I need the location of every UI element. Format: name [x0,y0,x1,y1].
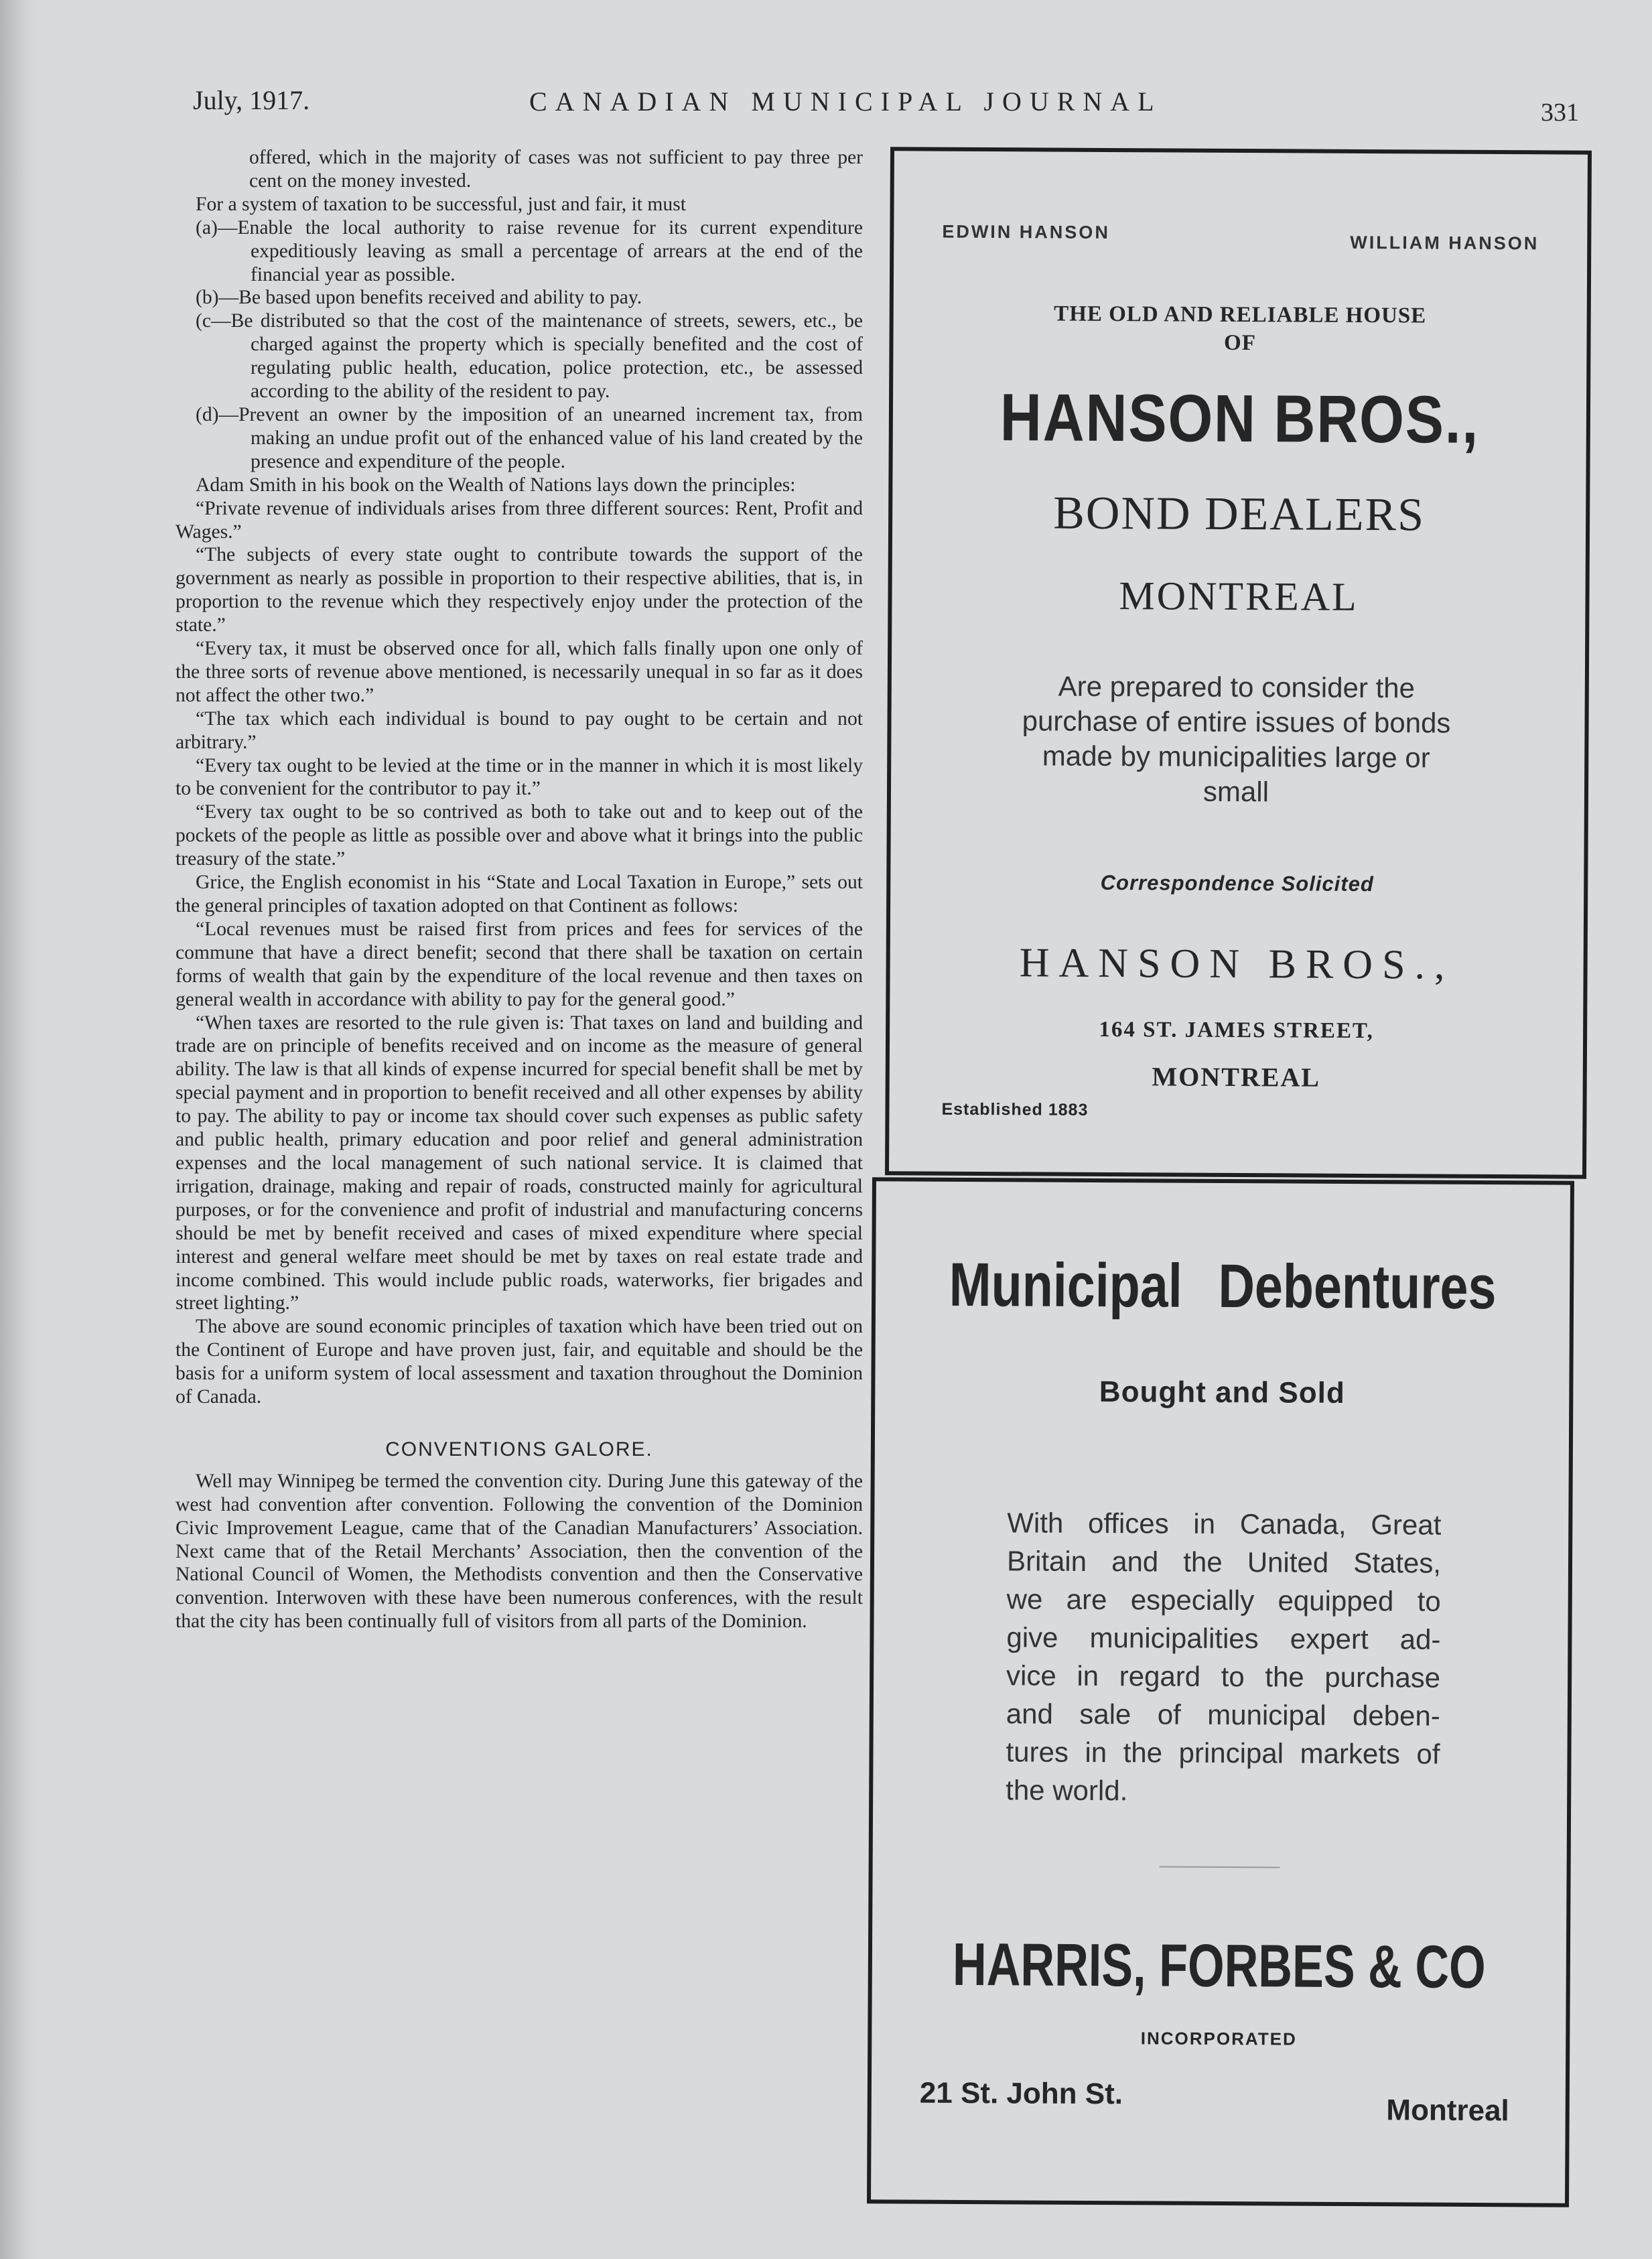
hanson-bros-advertisement [885,147,1592,1178]
article-paragraph: “Every tax ought to be levied at the time or in the manner in which it is most likely to be convenient for the contributor to pay it.” [176,754,863,800]
binding-gutter [0,0,40,2259]
article-paragraph: “Every tax ought to be so contrived as both to take out and to keep out of the pockets of the people as little as possible over and above what it brings into the public treasury of the state.” [176,801,863,870]
body-line: and sale of municipal deben- [1006,1698,1440,1732]
firm-name-repeat: HANSON BROS., [1019,940,1454,988]
article-paragraph: offered, which in the majority of cases was not sufficient to pay three per cent on the money invested. [249,147,863,192]
article-paragraph: “Private revenue of individuals arises from three different sources: Rent, Profit and Wages.” [176,497,863,543]
body-line: give municipalities expert ad- [1006,1621,1441,1655]
established-line: Established 1883 [941,1099,1089,1119]
article-body [176,146,863,1409]
article-paragraph: Adam Smith in his book on the Wealth of Nations lays down the principles: [196,474,796,496]
article-paragraph: “The subjects of every state ought to contribute towards the support of the government as nearly as possible in proportion to their respective abilities, that is, in proportion to the revenue which they respectively enjoy under the protection of the state.” [176,544,863,636]
firm-subtitle: BOND DEALERS [1053,487,1426,541]
ad-title: Municipal Debentures [949,1250,1497,1322]
page-number: 331 [1541,98,1579,127]
body-line: With offices in Canada, Great [1007,1507,1442,1541]
article-paragraph: “When taxes are resorted to the rule given is: That taxes on land and building and trade are on principle of benefits received and on income as the measure of general ability. The law is that all kinds of expense incurred for special benefit shall be met by special payment and in proportion to benefit received and all other expenses by ability to pay. The ability to pay or income tax should cover such expenses as public safety and public health, primary education and poor relief and general administration expenses and the local management of such national service. It is claimed that irrigation, drainage, making and repair of roads, constructed mainly for agricultural purposes, or for the convenience and profit of industrial and manufacturing concerns should be met by benefit received and cases of mixed expenditure where special interest and general welfare meet should be met by taxes on real estate trade and income combined. This would include public roads, waterworks, fier brigades and street lighting.” [176,1012,863,1314]
ad-body-text [1006,1503,1441,1811]
firm-title: HANSON BROS., [1000,380,1480,458]
firm-name: HARRIS, FORBES & CO [952,1931,1486,2002]
body-line: tures in the principal markets of [1006,1736,1440,1770]
partner-name-left: EDWIN HANSON [942,221,1110,243]
body-line: the world. [1006,1774,1128,1807]
article-paragraph: Grice, the English economist in his “State and Local Taxation in Europe,” sets out the general principles of taxation adopted on that Continent as follows: [176,872,863,916]
issue-date: July, 1917. [193,85,310,115]
article-column [176,146,863,1633]
street-address: 21 St. John St. [919,2076,1123,2111]
body-line: we are especially equipped to [1006,1583,1441,1617]
section-paragraph: Well may Winnipeg be termed the convention city. During June this gateway of the west had convention after convention. Following the convention of the Dominion Civic Improvement League, came that of the Canadian Manufacturers’ Association. Next came that of the Retail Merchants’ Association, then the convention of the National Council of Women, the Methodists convention and then the Conservative convention. Interwoven with these have been numerous conferences, with the result that the city has been continually full of visitors from all parts of the Dominion. [176,1470,863,1633]
house-line-of: OF [1223,330,1257,356]
correspondence-line: Correspondence Solicited [1100,870,1374,896]
address-city: Montreal [1386,2094,1509,2128]
body-line: Britain and the United States, [1006,1545,1442,1579]
ad-body-text: Are prepared to consider the purchase of entire issues of bonds made by municipalities large or small [1022,670,1451,808]
article-paragraph: (c—Be distributed so that the cost of the maintenance of streets, sewers, etc., be charged against the property which is specially benefited and the cost of regulating public health, education, police protection, etc., be assessed according to the ability of the resident to pay. [196,310,863,403]
separator-line [1160,1866,1280,1868]
article-paragraph: The above are sound economic principles of taxation which have been tried out on the Continent of Europe and have proven just, fair, and equitable and should be the basis for a uniform system of local assessment and taxation throughout the Dominion of Canada. [176,1316,863,1408]
incorporated-label: INCORPORATED [1140,2028,1297,2049]
article-paragraph: “Every tax, it must be observed once for all, which falls finally upon one only of the three sorts of revenue above mentioned, is necessarily unequal in so far as it does not affect the other two.” [176,638,863,706]
article-paragraph: “Local revenues must be raised first from prices and fees for services of the commune that have a direct benefit; second that there shall be taxation on certain forms of wealth that gain by the expenditure of the local revenue and then taxes on general wealth in accordance with ability to pay for the general good.” [176,918,863,1010]
house-line: THE OLD AND RELIABLE HOUSE [1054,301,1427,328]
harris-forbes-advertisement [867,1177,1574,2207]
article-paragraph: “The tax which each individual is bound to pay ought to be certain and not arbitrary.” [176,707,863,753]
article-paragraph: (d)—Prevent an owner by the imposition of an unearned increment tax, from making an undue profit out of the enhanced value of his land created by the presence and expenditure of the people. [196,403,863,472]
street-address: 164 ST. JAMES STREET, [1099,1017,1374,1044]
section-heading: CONVENTIONS GALORE. [385,1438,653,1460]
article-paragraph: (b)—Be based upon benefits received and ability to pay. [196,287,642,309]
firm-city: MONTREAL [1119,573,1359,619]
page-header [0,79,1652,133]
address-city: MONTREAL [1152,1061,1321,1093]
article-paragraph: (a)—Enable the local authority to raise revenue for its current expenditure expeditiously leaving as small a percentage of arrears at the end of the financial year as possible. [196,216,863,285]
journal-title: CANADIAN MUNICIPAL JOURNAL [529,86,1162,117]
article-paragraph: For a system of taxation to be successful, just and fair, it must [196,193,686,215]
body-line: vice in regard to the purchase [1006,1659,1441,1694]
partner-name-right: WILLIAM HANSON [1350,232,1539,254]
ad-subtitle: Bought and Sold [1099,1375,1345,1410]
